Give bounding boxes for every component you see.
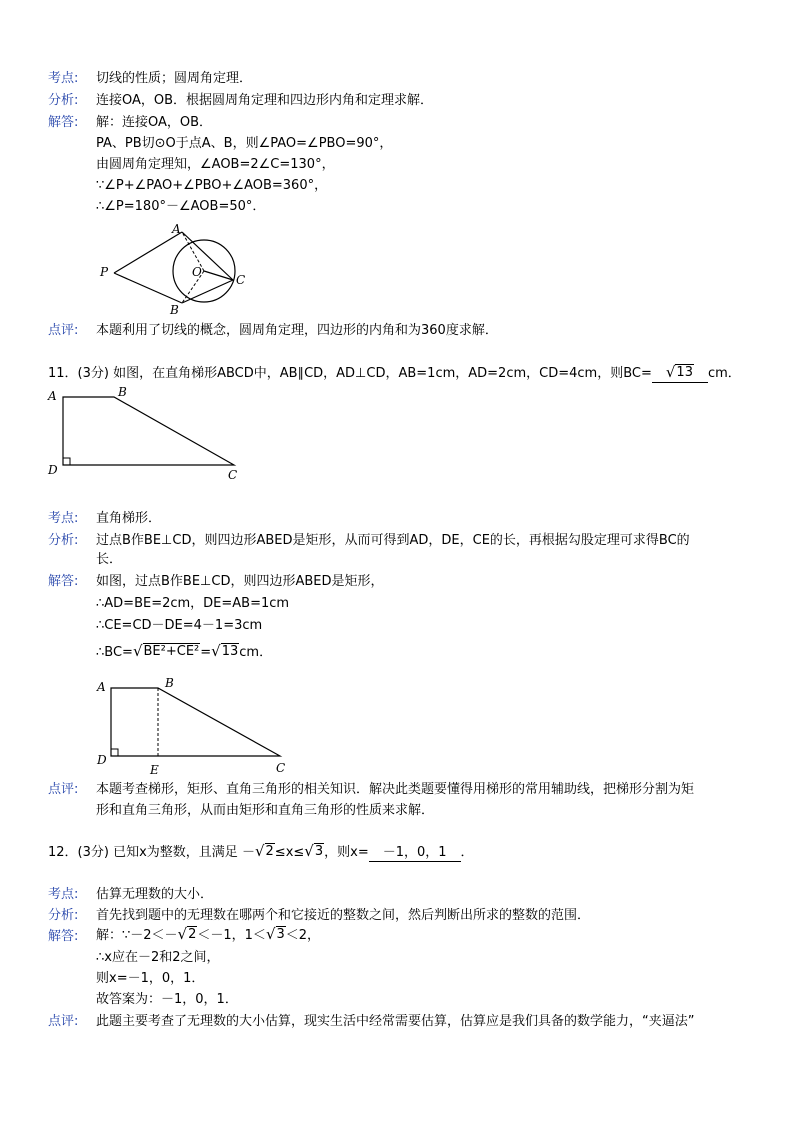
q12-solution-4: 故答案为：－1，0，1． [96, 992, 238, 1007]
dianping-label-q11: 点评: [48, 782, 79, 797]
q12-kaodian: 估算无理数的大小． [96, 887, 214, 902]
q12-sol1-a: 解：∵－2＜－ [96, 928, 178, 943]
sqrt-sign: √ [132, 642, 143, 660]
label-c: C [236, 273, 246, 287]
sqrt-sign: √ [265, 925, 276, 943]
q11-sol4-radicand2: 13 [221, 644, 239, 659]
q12-stem-mid: ，则x= [324, 845, 369, 860]
dianping-label-q10: 点评: [48, 323, 79, 338]
q11-stem-text: 11．(3分) 如图，在直角梯形ABCD中，AB∥CD，AD⊥CD，AB=1cm，AD=2cm，CD=4cm，则BC= [48, 366, 652, 381]
q10-kaodian: 切线的性质；圆周角定理． [96, 71, 253, 86]
fenxi-label-q10: 分析: [48, 93, 79, 108]
q11-stem-unit: cm． [707, 366, 741, 381]
q12-sol1-b: ＜－1，1＜ [197, 928, 266, 943]
label-c: C [276, 761, 286, 775]
q12-ineq-sqrt2 [304, 843, 324, 859]
tangent-pb [114, 273, 182, 303]
label-c: C [228, 468, 238, 482]
sqrt-sign: √ [177, 925, 188, 943]
q11-solution-3: ∴CE=CD－DE=4－1=3cm [96, 618, 263, 633]
q12-sol1-sqrt1 [178, 926, 198, 942]
q12-solution-3: 则x=－1，0，1． [96, 971, 205, 986]
dianping-label-q12: 点评: [48, 1014, 79, 1029]
q12-sol1-sqrt2 [266, 926, 286, 942]
q11-stem [48, 364, 741, 383]
q12-stem-text: 12．(3分) 已知x为整数，且满足 [48, 845, 238, 860]
sqrt-sign: √ [304, 842, 314, 860]
kaodian-label-q12: 考点: [48, 887, 79, 902]
label-b: B [170, 303, 179, 317]
q12-sol1-r1: 2 [188, 927, 197, 942]
label-b: B [165, 676, 174, 690]
q12-solution-2: ∴x应在－2和2之间， [96, 950, 220, 965]
chord-ac [182, 232, 233, 280]
q12-inequality [241, 842, 324, 860]
q12-ineq-sqrt1 [255, 843, 275, 859]
q11-sol4-suffix: cm． [239, 645, 273, 660]
label-a: A [97, 680, 106, 694]
q11-trapezoid-figure [44, 384, 244, 484]
q12-fenxi: 首先找到题中的无理数在哪两个和它接近的整数之间，然后判断出所求的整数的范围． [96, 908, 591, 923]
q11-dianping-1: 本题考查梯形，矩形、直角三角形的相关知识．解决此类题要懂得用梯形的常用辅助线，把梯形分割为矩 [96, 782, 695, 797]
kaodian-label-q10: 考点: [48, 71, 79, 86]
q11-fenxi-2: 长． [96, 552, 123, 567]
q10-solution-3: 由圆周角定理知，∠AOB=2∠C=130°， [96, 157, 335, 172]
jieda-label-q11: 解答: [48, 574, 79, 589]
sqrt-sign: √ [254, 842, 265, 860]
label-a: A [48, 389, 57, 403]
right-angle-mark [63, 458, 70, 465]
q11-solution-4 [96, 643, 272, 662]
q12-solution-1 [96, 926, 320, 945]
q11-answer-sqrt [666, 364, 694, 380]
trapezoid-abcd [111, 688, 280, 756]
q10-solution-2: PA、PB切⊙O于点A、B，则∠PAO=∠PBO=90°， [96, 136, 393, 151]
q12-sol1-r2: 3 [276, 927, 285, 942]
q12-stem [48, 843, 474, 862]
fenxi-label-q12: 分析: [48, 908, 79, 923]
q12-ineq-neg: － [241, 845, 255, 860]
q11-answer-radicand: 13 [676, 365, 693, 380]
q11-answer-blank [652, 364, 708, 383]
q11-trapezoid-solution-figure [92, 674, 292, 778]
jieda-label-q12: 解答: [48, 929, 79, 944]
fenxi-label-q11: 分析: [48, 533, 79, 548]
q12-dianping: 此题主要考查了无理数的大小估算，现实生活中经常需要估算，估算应是我们具备的数学能力，“夹逼法” [96, 1014, 695, 1029]
q11-solution-1: 如图，过点B作BE⊥CD，则四边形ABED是矩形， [96, 574, 384, 589]
q11-kaodian: 直角梯形． [96, 511, 162, 526]
label-a: A [172, 222, 181, 236]
q12-sol1-c: ＜2， [285, 928, 321, 943]
q11-sol4-radicand1: BE²+CE² [143, 644, 200, 659]
q12-answer-blank: －1，0，1 [369, 845, 461, 862]
sqrt-sign: √ [211, 642, 221, 660]
kaodian-label-q11: 考点: [48, 511, 79, 526]
q12-stem-end: ． [460, 845, 474, 860]
q11-sol4-prefix: ∴BC= [96, 645, 133, 660]
label-d: D [97, 753, 107, 767]
q12-ineq-r1: 2 [265, 844, 274, 859]
q10-circle-tangent-figure [92, 220, 252, 320]
label-b: B [118, 385, 127, 399]
q11-dianping-2: 形和直角三角形，从而由矩形和直角三角形的性质来求解． [96, 803, 435, 818]
q11-sol4-sqrt1 [133, 643, 200, 659]
tangent-pa [114, 232, 182, 273]
q10-solution-1: 解：连接OA，OB． [96, 115, 213, 130]
label-d: D [48, 463, 58, 477]
label-o: O [192, 265, 202, 279]
jieda-label-q10: 解答: [48, 115, 79, 130]
q12-ineq-r2: 3 [314, 844, 324, 859]
q10-solution-5: ∴∠P=180°－∠AOB=50°． [96, 199, 266, 214]
q10-fenxi: 连接OA，OB．根据圆周角定理和四边形内角和定理求解． [96, 93, 434, 108]
label-e: E [150, 763, 159, 777]
right-angle-mark [111, 749, 118, 756]
q10-solution-4: ∵∠P+∠PAO+∠PBO+∠AOB=360°， [96, 178, 328, 193]
q11-sol4-eq: = [200, 645, 212, 660]
trapezoid-abcd [63, 397, 234, 465]
sqrt-sign: √ [665, 363, 676, 381]
q10-dianping: 本题利用了切线的概念，圆周角定理，四边形的内角和为360度求解． [96, 323, 498, 338]
q11-fenxi-1: 过点B作BE⊥CD，则四边形ABED是矩形，从而可得到AD，DE，CE的长，再根据勾股定理可求得BC的 [96, 533, 690, 548]
q12-ineq-mid: ≤x≤ [274, 845, 305, 860]
q11-sol4-sqrt2 [211, 643, 239, 659]
label-p: P [100, 265, 109, 279]
q11-solution-2: ∴AD=BE=2cm，DE=AB=1cm [96, 596, 290, 611]
